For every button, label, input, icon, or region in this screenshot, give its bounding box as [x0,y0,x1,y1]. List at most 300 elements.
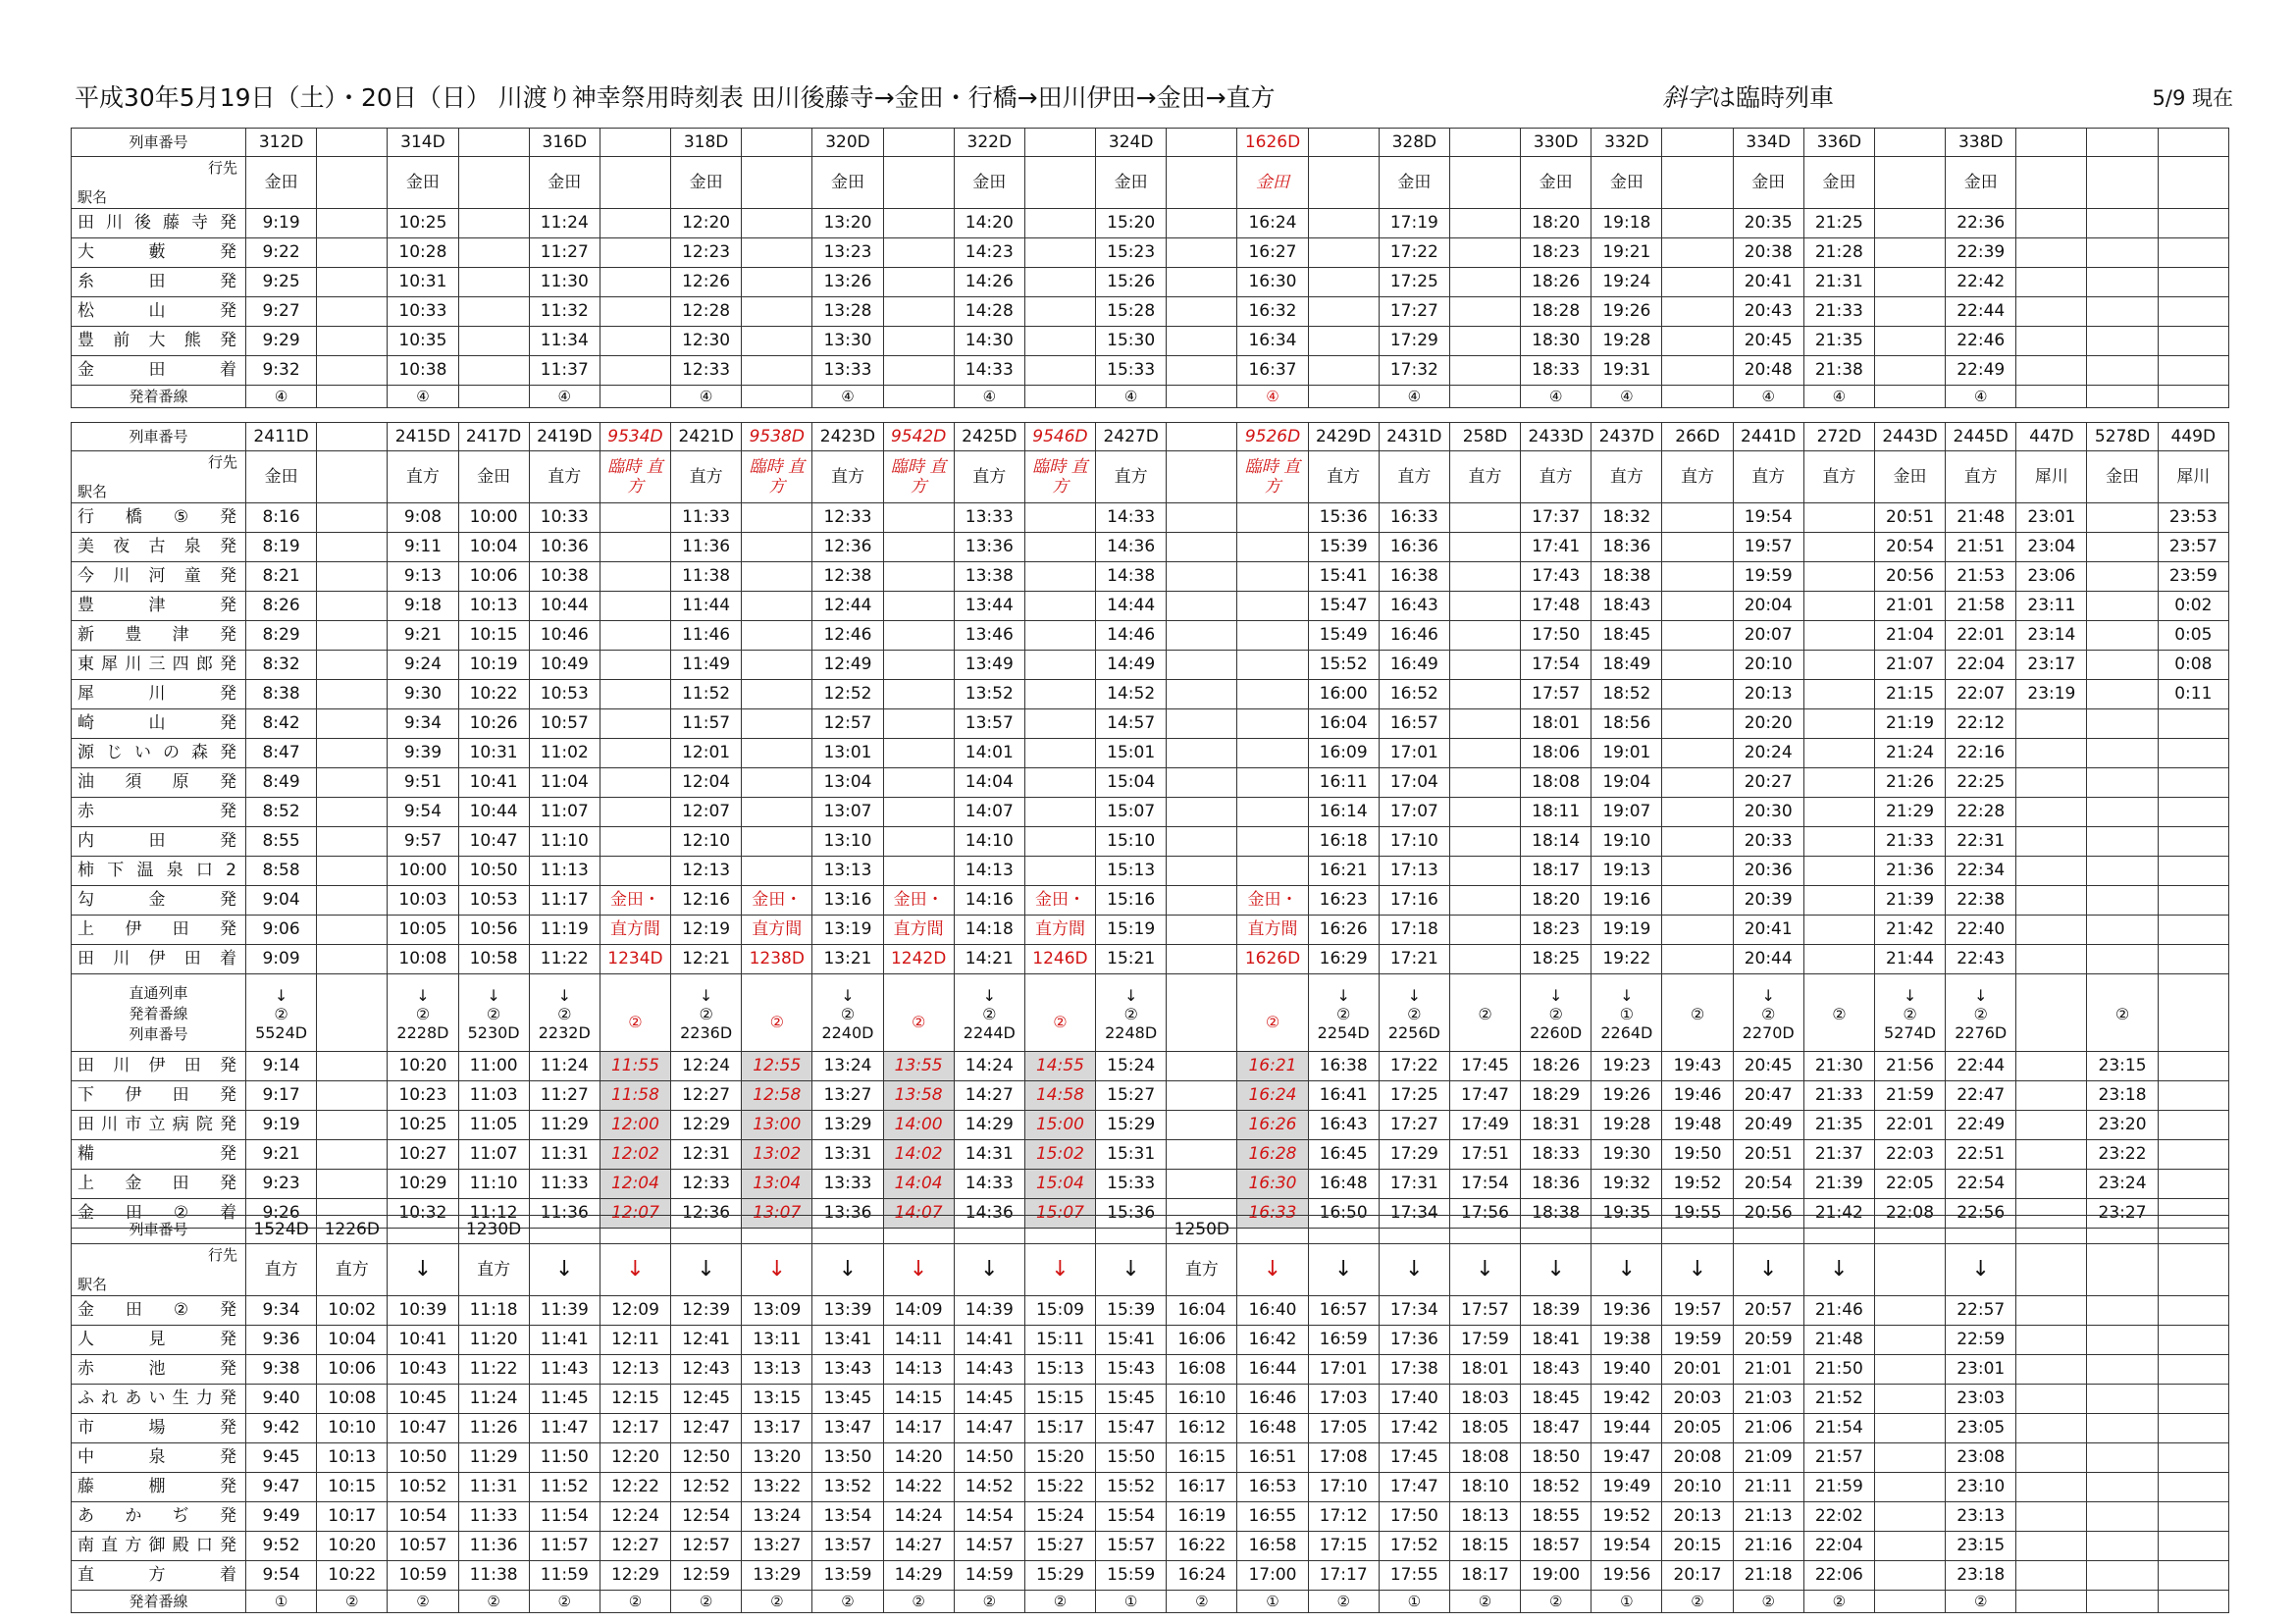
time-cell: 21:35 [1803,1111,1874,1140]
time-cell: 15:33 [1096,356,1167,386]
time-cell: 9:04 [246,886,317,916]
time-cell: 21:50 [1803,1355,1874,1385]
time-cell: 1246D [1024,945,1095,974]
time-cell: 19:13 [1592,857,1662,886]
time-cell: 8:58 [246,857,317,886]
time-cell: 22:47 [1946,1081,2016,1111]
train-number: 266D [1662,423,1733,451]
time-cell: 16:19 [1167,1502,1237,1532]
train-number: 312D [246,129,317,157]
station-row [72,886,2229,916]
time-cell [1237,503,1308,533]
time-cell: 14:45 [954,1385,1024,1414]
destination: 臨時 直方 [742,451,812,503]
time-cell [2087,1502,2158,1532]
platform-number: ② [1407,1004,1422,1023]
time-cell: 20:33 [1733,827,1803,857]
time-cell: 16:28 [1237,1140,1308,1170]
time-cell: 21:31 [1803,268,1874,297]
time-cell: 15:11 [1024,1326,1095,1355]
platform-number: ② [628,1012,643,1031]
time-cell: 9:30 [388,680,458,709]
time-cell [317,356,388,386]
platform-number: ② [1335,1004,1351,1023]
time-cell: 18:08 [1449,1443,1520,1473]
destination [1024,157,1095,209]
time-cell [1874,1414,1945,1443]
time-cell: 16:21 [1308,857,1379,886]
destination: 直方 [246,1244,317,1296]
time-cell [2087,651,2158,680]
time-cell: 20:24 [1733,739,1803,768]
destination [2087,1244,2158,1296]
time-cell: 14:33 [954,356,1024,386]
destination [1308,157,1379,209]
time-cell: 13:02 [742,1140,812,1170]
time-cell: 18:50 [1521,1443,1592,1473]
arrow-mark: ↓ [982,985,996,1005]
time-cell: 22:16 [1946,739,2016,768]
time-cell [1662,297,1733,327]
station-name [72,356,246,386]
through-train-number: 2228D [396,1022,449,1042]
time-cell: 13:27 [742,1532,812,1561]
train-number-label: 列車番号 [72,1216,246,1244]
time-cell [317,238,388,268]
time-cell: 9:45 [246,1443,317,1473]
time-cell: 9:18 [388,592,458,621]
time-cell [1167,827,1237,857]
time-cell: 15:27 [1096,1081,1167,1111]
station-label: 行橋⑤ [78,507,220,528]
station-name [72,768,246,798]
time-cell: 9:57 [388,827,458,857]
time-cell: 18:03 [1449,1385,1520,1414]
time-cell: 11:36 [458,1532,529,1561]
time-cell [1803,916,1874,945]
destination: 直方 [671,451,742,503]
train-number [388,1216,458,1244]
time-cell [1167,886,1237,916]
time-cell [2087,1326,2158,1355]
time-cell: 14:16 [954,886,1024,916]
time-cell: 21:07 [1874,651,1945,680]
down-arrow-icon: ↓ [388,1244,458,1296]
time-cell [742,768,812,798]
time-cell: 19:54 [1733,503,1803,533]
time-cell: 15:52 [1308,651,1379,680]
time-cell [1024,798,1095,827]
time-cell: 20:57 [1733,1296,1803,1326]
time-cell: 12:01 [671,739,742,768]
down-arrow-icon: ↓ [671,1244,742,1296]
time-cell: 10:59 [388,1561,458,1591]
station-label: 豊前大熊 [78,331,220,351]
time-cell: 20:04 [1733,592,1803,621]
destination: 金田 [1379,157,1449,209]
time-cell [1167,1111,1237,1140]
time-cell: 9:19 [246,209,317,238]
time-cell: 22:03 [1874,1140,1945,1170]
train-number [1592,1216,1662,1244]
station-row [72,1052,2229,1081]
time-cell: 15:29 [1024,1561,1095,1591]
time-cell: 21:33 [1803,297,1874,327]
time-cell [2016,1355,2087,1385]
time-cell: 22:49 [1946,1111,2016,1140]
time-cell: 9:32 [246,356,317,386]
time-cell: 16:50 [1308,1199,1379,1229]
destination: 金田 [812,157,883,209]
time-cell: 21:46 [1803,1296,1874,1326]
time-cell [2087,1473,2158,1502]
time-cell: 14:33 [954,1170,1024,1199]
time-cell: 23:24 [2087,1170,2158,1199]
time-cell: 18:43 [1521,1355,1592,1385]
station-label: 源じいの森 [78,743,220,763]
through-cell [1662,974,1733,1052]
platform-number: ④ [812,386,883,408]
platform-number: ④ [529,386,600,408]
time-cell: 20:44 [1733,945,1803,974]
time-cell [2087,327,2158,356]
time-cell [742,327,812,356]
time-cell: 20:48 [1733,356,1803,386]
time-cell: 14:36 [954,1199,1024,1229]
time-cell: 11:22 [458,1355,529,1385]
destination: 直方 [954,451,1024,503]
train-number [317,129,388,157]
time-cell [317,503,388,533]
platform-number: ① [1096,1591,1167,1613]
time-cell: 8:29 [246,621,317,651]
through-train-labels [72,974,246,1052]
time-cell [1874,356,1945,386]
time-cell [1449,503,1520,533]
time-cell: 12:36 [812,533,883,562]
time-cell: 10:36 [529,533,600,562]
platform-number: ② [2114,1004,2130,1023]
time-cell [1024,680,1095,709]
time-cell [2016,1532,2087,1561]
time-cell [2087,1355,2158,1385]
time-cell [1167,709,1237,739]
platform-number: ② [671,1591,742,1613]
time-cell: 22:08 [1874,1199,1945,1229]
time-cell [1167,739,1237,768]
time-cell [1024,621,1095,651]
time-cell: 15:07 [1096,798,1167,827]
time-cell: 10:31 [388,268,458,297]
time-cell: 19:00 [1521,1561,1592,1591]
time-cell: 17:57 [1449,1296,1520,1326]
train-number: 318D [671,129,742,157]
platform-number: ④ [1096,386,1167,408]
train-number: 1226D [317,1216,388,1244]
time-cell: 15:27 [1024,1532,1095,1561]
time-cell: 17:34 [1379,1296,1449,1326]
destination: 金田 [1237,157,1308,209]
through-cell [1237,974,1308,1052]
station-label: 田川市立病院 [78,1115,220,1135]
platform-number [1449,386,1520,408]
time-cell: 20:45 [1733,327,1803,356]
time-cell [317,621,388,651]
time-cell [1024,238,1095,268]
station-row [72,1140,2229,1170]
time-cell: 22:12 [1946,709,2016,739]
time-cell: 9:22 [246,238,317,268]
time-cell: 16:23 [1308,886,1379,916]
destination: 直方 [812,451,883,503]
time-cell: 12:27 [600,1532,670,1561]
time-cell: 8:52 [246,798,317,827]
time-cell: 15:54 [1096,1502,1167,1532]
train-number [2016,1216,2087,1244]
time-cell: 17:56 [1449,1199,1520,1229]
time-cell: 11:24 [529,209,600,238]
station-row [72,533,2229,562]
time-cell: 23:08 [1946,1443,2016,1473]
time-cell: 15:47 [1096,1414,1167,1443]
time-cell: 11:44 [671,592,742,621]
time-cell [1449,651,1520,680]
destination: 直方 [458,1244,529,1296]
time-cell: 13:52 [812,1473,883,1502]
time-cell [1237,680,1308,709]
time-cell: 20:45 [1733,1052,1803,1081]
time-cell: 17:37 [1521,503,1592,533]
train-number: 258D [1449,423,1520,451]
train-number: 2419D [529,423,600,451]
time-cell [1167,238,1237,268]
time-cell: 20:49 [1733,1111,1803,1140]
train-number [742,1216,812,1244]
train-number [2087,1216,2158,1244]
time-cell: 15:50 [1096,1443,1167,1473]
time-cell: 19:32 [1592,1170,1662,1199]
platform-number: ① [1619,1004,1635,1023]
time-cell: 15:43 [1096,1355,1167,1385]
time-cell [2087,945,2158,974]
through-cell [1521,974,1592,1052]
train-number: 9538D [742,423,812,451]
destination: 直方 [317,1244,388,1296]
time-cell: 13:44 [954,592,1024,621]
time-cell: 10:06 [458,562,529,592]
time-cell: 10:35 [388,327,458,356]
time-cell: 10:05 [388,916,458,945]
time-cell: 13:45 [812,1385,883,1414]
time-cell: 18:49 [1592,651,1662,680]
time-cell: 22:34 [1946,857,2016,886]
time-cell: 16:52 [1379,680,1449,709]
station-row [72,1414,2229,1443]
time-cell: 16:33 [1237,1199,1308,1229]
time-cell [1167,533,1237,562]
time-cell: 16:45 [1308,1140,1379,1170]
time-cell: 20:54 [1733,1170,1803,1199]
time-cell: 18:45 [1521,1385,1592,1414]
time-cell: 0:05 [2158,621,2228,651]
time-cell [1449,356,1520,386]
time-cell: 12:22 [600,1473,670,1502]
time-cell: 8:26 [246,592,317,621]
time-cell: 16:41 [1308,1081,1379,1111]
through-cell [1167,974,1237,1052]
time-cell: 14:15 [883,1385,954,1414]
time-cell: 16:59 [1308,1326,1379,1355]
time-cell: 10:32 [388,1199,458,1229]
time-cell: 22:36 [1946,209,2016,238]
platform-number [317,386,388,408]
time-cell: 19:52 [1592,1502,1662,1532]
time-cell [883,680,954,709]
time-cell: 15:36 [1308,503,1379,533]
time-cell: 15:17 [1024,1414,1095,1443]
time-cell: 14:20 [883,1443,954,1473]
station-row [72,651,2229,680]
platform-number: ② [1662,1591,1733,1613]
time-cell: 15:36 [1096,1199,1167,1229]
time-cell [1024,709,1095,739]
time-cell [883,503,954,533]
time-cell: 18:25 [1521,945,1592,974]
time-cell: 16:27 [1237,238,1308,268]
time-cell: 21:36 [1874,857,1945,886]
time-cell: 15:04 [1096,768,1167,798]
time-cell: 10:58 [458,945,529,974]
time-cell: 10:43 [388,1355,458,1385]
time-cell: 8:55 [246,827,317,857]
time-cell: 11:22 [529,945,600,974]
time-cell [1662,562,1733,592]
time-cell: 19:46 [1662,1081,1733,1111]
time-cell: 22:49 [1946,356,2016,386]
time-cell: 16:14 [1308,798,1379,827]
time-cell: 10:33 [388,297,458,327]
platform-number: ④ [1803,386,1874,408]
time-cell [1449,857,1520,886]
time-cell [1449,916,1520,945]
time-cell [1449,798,1520,827]
time-cell [1662,945,1733,974]
train-number [671,1216,742,1244]
train-number [883,1216,954,1244]
arr-dep-mark: 発 [220,272,237,292]
time-cell: 20:39 [1733,886,1803,916]
platform-number [2016,386,2087,408]
time-cell [317,886,388,916]
time-cell [1803,886,1874,916]
time-cell: 直方間 [1024,916,1095,945]
time-cell: 10:56 [458,916,529,945]
time-cell: 21:24 [1874,739,1945,768]
time-cell [2016,739,2087,768]
time-cell: 10:57 [388,1532,458,1561]
time-cell [1874,1385,1945,1414]
time-cell: 9:11 [388,533,458,562]
down-arrow-icon: ↓ [954,1244,1024,1296]
time-cell: 16:17 [1167,1473,1237,1502]
time-cell [1024,592,1095,621]
platform-number: ② [699,1004,713,1023]
time-cell: 1626D [1237,945,1308,974]
time-cell: 22:04 [1803,1532,1874,1561]
time-cell: 10:57 [529,709,600,739]
time-cell: 9:39 [388,739,458,768]
time-cell: 8:16 [246,503,317,533]
time-cell: 22:01 [1946,621,2016,651]
time-cell [742,209,812,238]
time-cell: 21:42 [1874,916,1945,945]
time-cell [883,268,954,297]
time-cell: 16:55 [1237,1502,1308,1532]
time-cell: 12:19 [671,916,742,945]
time-cell [1167,916,1237,945]
time-cell: 13:47 [812,1414,883,1443]
time-cell: 10:31 [458,739,529,768]
arr-dep-mark: 発 [220,1506,237,1527]
arrow-mark: ↓ [1123,985,1138,1005]
time-cell: 11:10 [458,1170,529,1199]
time-cell: 16:36 [1379,533,1449,562]
time-cell: 13:21 [812,945,883,974]
train-number: 2429D [1308,423,1379,451]
time-cell: 14:04 [954,768,1024,798]
time-cell: 金田・ [600,886,670,916]
time-cell [2158,739,2228,768]
time-cell: 13:55 [883,1052,954,1081]
time-cell: 10:41 [458,768,529,798]
train-number: 2443D [1874,423,1945,451]
station-name [72,1355,246,1385]
time-cell: 14:54 [954,1502,1024,1532]
time-cell: 11:49 [671,651,742,680]
time-cell: 22:06 [1803,1561,1874,1591]
down-arrow-icon: ↓ [1733,1244,1803,1296]
time-cell: 12:21 [671,945,742,974]
station-name [72,857,246,886]
time-cell: 14:29 [883,1561,954,1591]
train-number: 9546D [1024,423,1095,451]
arr-dep-mark: 発 [220,684,237,705]
time-cell [1167,945,1237,974]
time-cell: 22:46 [1946,327,2016,356]
time-cell [1874,1326,1945,1355]
time-cell: 22:01 [1874,1111,1945,1140]
time-cell: 16:04 [1308,709,1379,739]
arrow-mark: ↓ [416,985,430,1005]
time-cell [1662,651,1733,680]
time-cell: 16:10 [1167,1385,1237,1414]
time-cell [1449,562,1520,592]
time-cell [1874,1561,1945,1591]
time-cell [2087,768,2158,798]
train-number: 1626D [1237,129,1308,157]
train-number: 2411D [246,423,317,451]
time-cell [742,651,812,680]
time-cell: 15:24 [1096,1052,1167,1081]
time-cell: 14:38 [1096,562,1167,592]
station-label: 金田② [78,1300,220,1321]
time-cell: 17:55 [1379,1561,1449,1591]
time-cell [317,297,388,327]
time-cell: 金田・ [883,886,954,916]
time-cell [2016,1502,2087,1532]
time-cell: 11:05 [458,1111,529,1140]
time-cell: 直方間 [883,916,954,945]
